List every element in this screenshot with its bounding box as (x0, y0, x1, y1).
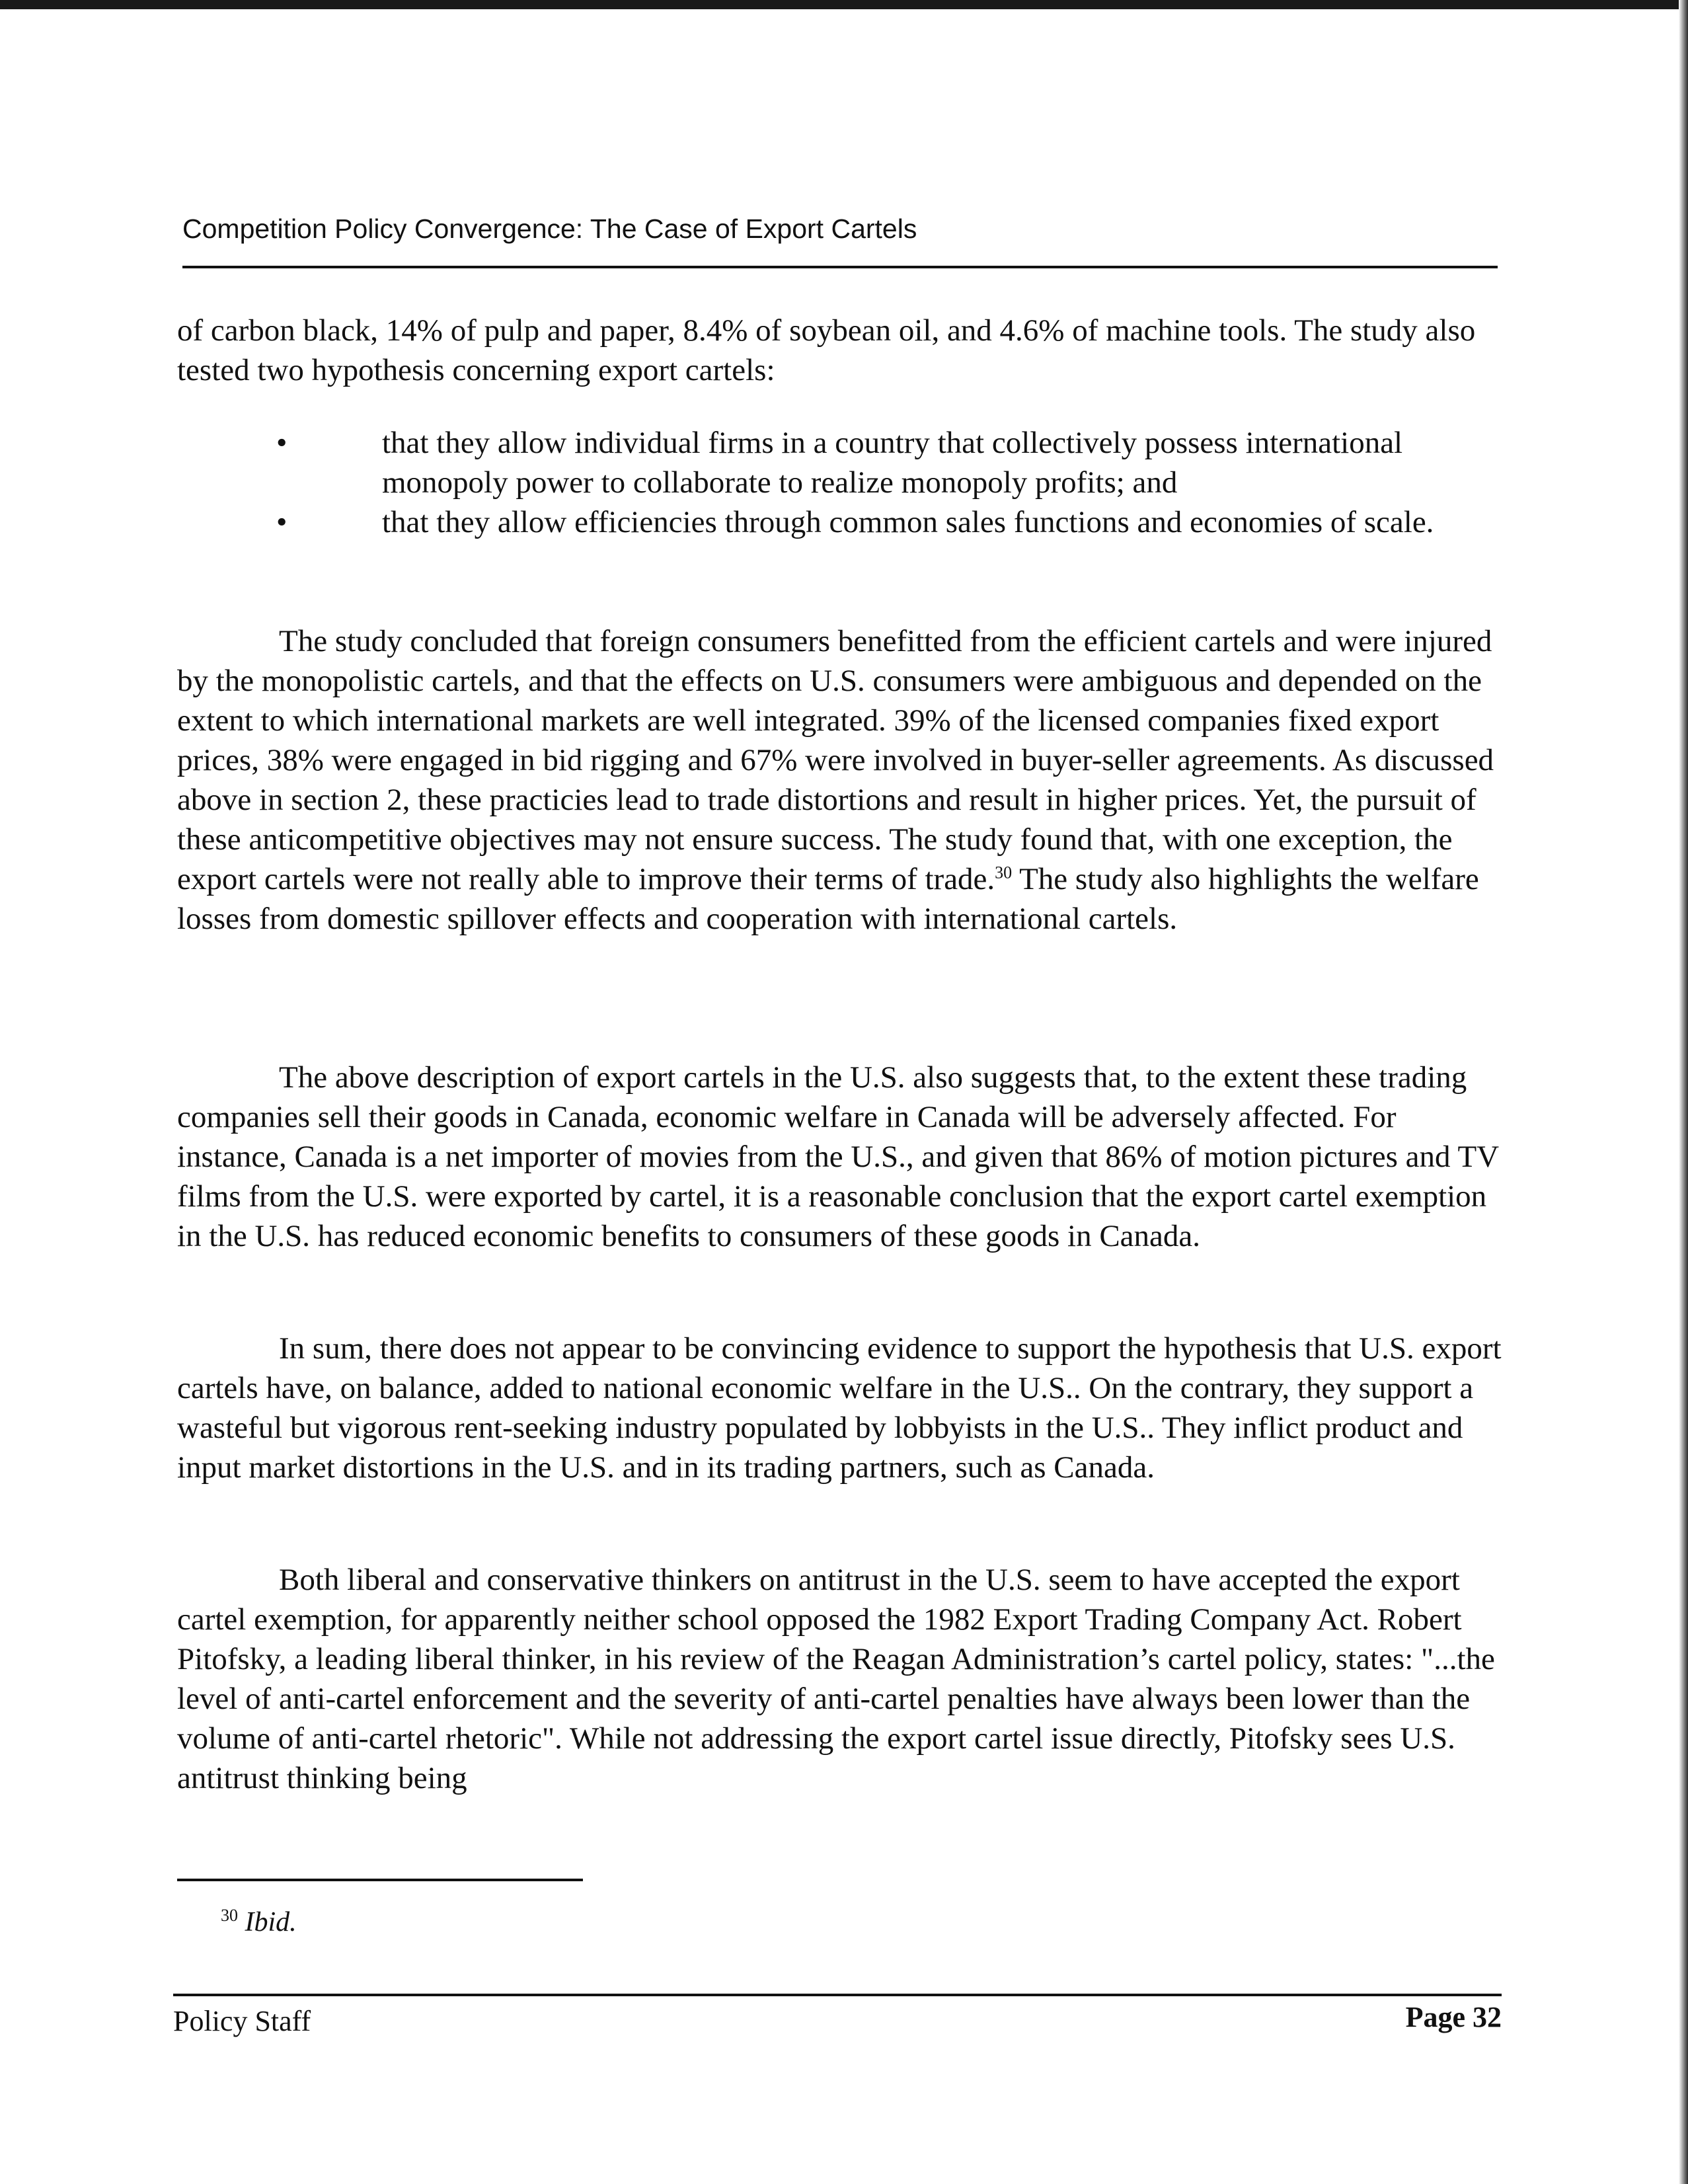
list-item (177, 502, 1506, 542)
footnote-rule (177, 1879, 583, 1881)
page-number: Page 32 (1405, 2001, 1502, 2033)
list-item-text: that they allow individual firms in a country that collectively possess international monopoly power to collaborate to realize monopoly profits; and (382, 426, 1403, 500)
footer-rule (173, 1994, 1502, 1996)
scan-top-edge (0, 0, 1688, 9)
list-item (177, 423, 1506, 502)
footnote-reference: 30 (995, 863, 1013, 882)
paragraph-5: Both liberal and conservative thinkers on antitrust in the U.S. seem to have accepted the export cartel exemption, for apparently neither school opposed the 1982 Export Trading Company Act. Robert Pitofsky, a leading liberal thinker, in his review of the Reagan Administration’s cartel policy, states: "...the level of anti-cartel enforcement and the severity of anti-cartel penalties have always been lower than the volume of anti-cartel rhetoric". While not addressing the export cartel issue directly, Pitofsky sees U.S. antitrust thinking being (177, 1563, 1495, 1795)
list-item-text: that they allow efficiencies through common sales functions and economies of scale. (382, 505, 1434, 539)
footer-author: Policy Staff (173, 2005, 311, 2037)
bullet-icon: • (276, 426, 288, 460)
scan-right-edge (1679, 0, 1688, 2184)
bullet-icon: • (276, 505, 288, 539)
paragraph-2-text-continued: The study also highlights the welfare losses from domestic spillover effects and cooperation with international cartels. (177, 862, 1479, 936)
paragraph-3: The above description of export cartels in the U.S. also suggests that, to the extent these trading companies sell their goods in Canada, economic welfare in Canada will be adversely affected. For instance, Canada is a net importer of movies from the U.S., and given that 86% of motion pictures and TV films from the U.S. were exported by cartel, it is a reasonable conclusion that the export cartel exemption in the U.S. has reduced economic benefits to consumers of these goods in Canada. (177, 1060, 1499, 1253)
header-rule (182, 266, 1498, 268)
hypothesis-list (177, 423, 1506, 542)
footnote (221, 1904, 297, 1941)
paragraph-4: In sum, there does not appear to be convincing evidence to support the hypothesis that U.S. export cartels have, on balance, added to national economic welfare in the U.S.. On the contrary, they support a wasteful but vigorous rent-seeking industry populated by lobbyists in the U.S.. They inflict product and input market distortions in the U.S. and in its trading partners, such as Canada. (177, 1331, 1502, 1485)
footnote-text: Ibid. (245, 1907, 297, 1937)
paragraph-2-text: The study concluded that foreign consumers benefitted from the efficient cartels and were injured by the monopolistic cartels, and that the effects on U.S. consumers were ambiguous and depended on the extent to which international markets are well integrated. 39% of the licensed companies fixed export prices, 38% were engaged in bid rigging and 67% were involved in buyer-seller agreements. As discussed above in section 2, these practicies lead to trade distortions and result in higher prices. Yet, the pursuit of these anticompetitive objectives may not ensure success. The study found that, with one exception, the export cartels were not really able to improve their terms of trade. (177, 624, 1494, 896)
footnote-number: 30 (221, 1906, 238, 1925)
paragraph-2 (177, 621, 1506, 939)
paragraph-1: of carbon black, 14% of pulp and paper, 8.4% of soybean oil, and 4.6% of machine tools. The study also tested two hypothesis concerning export cartels: (177, 313, 1476, 387)
running-header: Competition Policy Convergence: The Case of Export Cartels (182, 214, 917, 244)
